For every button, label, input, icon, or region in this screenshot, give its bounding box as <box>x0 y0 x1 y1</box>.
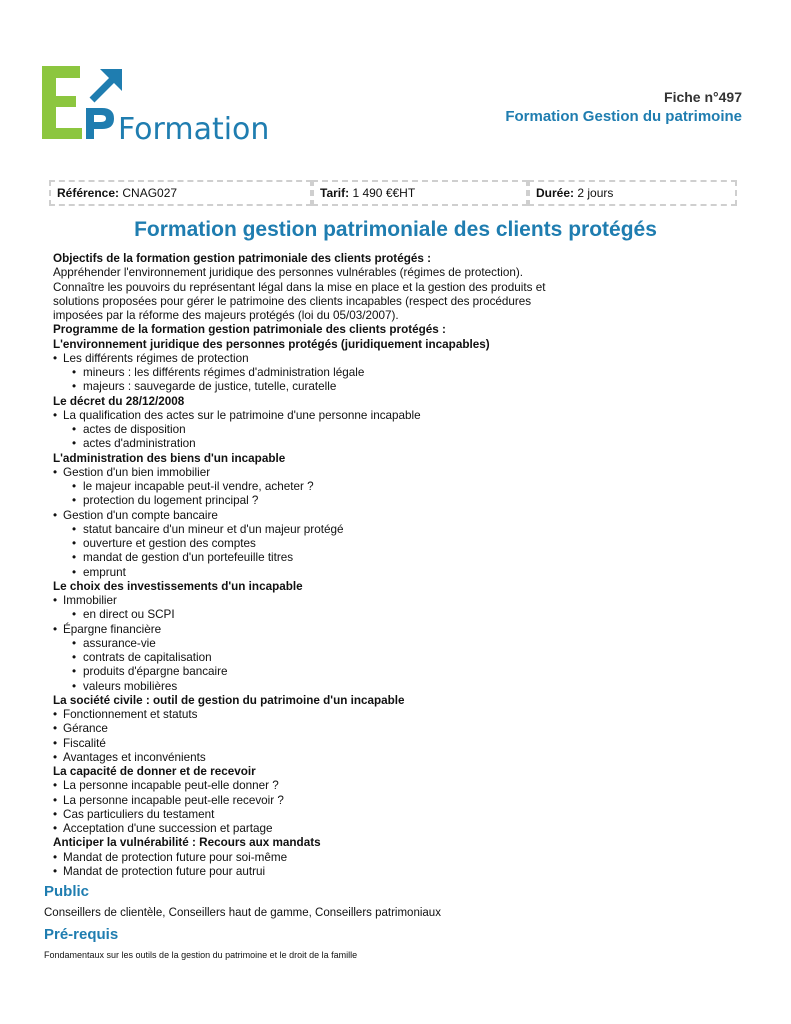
list-item: • produits d'épargne bancaire <box>63 665 573 679</box>
list-item: • assurance-vie <box>63 637 573 651</box>
list-item: • Immobilier • en direct ou SCPI <box>53 594 573 623</box>
tarif-value: 1 490 €€HT <box>352 186 416 200</box>
list-item: • ouverture et gestion des comptes <box>63 537 573 551</box>
ep-formation-logo <box>42 66 287 142</box>
section-title: L'environnement juridique des personnes protégés (juridiquement incapables) <box>53 337 490 351</box>
list-item: • actes de disposition <box>63 423 573 437</box>
section-title: Le décret du 28/12/2008 <box>53 394 185 408</box>
duree-cell <box>528 180 737 206</box>
list-item: • Gestion d'un bien immobilier • le majeur incapable peut-il vendre, acheter ? • protection du logement principal ? <box>53 466 573 509</box>
reference-label: Référence: <box>57 186 120 200</box>
section-title: Le choix des investissements d'un incapable <box>53 579 303 593</box>
objectifs-line: Appréhender l'environnement juridique des personnes vulnérables (régimes de protection). <box>53 266 524 280</box>
list-item: • Fiscalité <box>53 737 573 751</box>
list-item: • Les différents régimes de protection • mineurs : les différents régimes d'administration légale • majeurs : sauvegarde de justice, tutelle, curatelle <box>53 352 573 395</box>
public-title: Public <box>44 883 90 900</box>
section-title: La capacité de donner et de recevoir <box>53 765 256 778</box>
duree-value: 2 jours <box>577 186 614 200</box>
list-item: • Gestion d'un compte bancaire • statut bancaire d'un mineur et d'un majeur protégé • ouverture et gestion des comptes • mandat de gestion d'un portefeuille titres • emprunt <box>53 509 573 580</box>
list-item: • le majeur incapable peut-il vendre, acheter ? <box>63 480 573 494</box>
list-item: • valeurs mobilières <box>63 680 573 694</box>
list-item: • Acceptation d'une succession et partage <box>53 822 573 836</box>
logo-graphic <box>42 66 287 142</box>
bullet-list <box>53 352 573 395</box>
list-item: • Épargne financière • assurance-vie • contrats de capitalisation • produits d'épargne bancaire • valeurs mobilières <box>53 623 573 694</box>
list-item: • actes d'administration <box>63 437 573 451</box>
info-bar <box>49 180 737 206</box>
page-title: Formation gestion patrimoniale des clients protégés <box>134 218 657 241</box>
section-title: Anticiper la vulnérabilité : Recours aux mandats <box>53 836 321 850</box>
bullet-list <box>53 594 573 694</box>
prerequis-text: Fondamentaux sur les outils de la gestion du patrimoine et le droit de la famille <box>44 950 358 960</box>
list-item: • Gérance <box>53 722 573 736</box>
list-item: • La personne incapable peut-elle recevoir ? <box>53 794 573 808</box>
bullet-list <box>53 409 573 452</box>
list-item: • emprunt <box>63 566 573 580</box>
list-item: • statut bancaire d'un mineur et d'un majeur protégé <box>63 523 573 537</box>
programme-heading: Programme de la formation gestion patrimoniale des clients protégés : <box>53 323 446 337</box>
fiche-number: Fiche n°497 <box>664 89 742 105</box>
list-item: • Mandat de protection future pour autrui <box>53 865 573 879</box>
objectifs-heading: Objectifs de la formation gestion patrimoniale des clients protégés : <box>53 252 431 265</box>
list-item: • mandat de gestion d'un portefeuille titres <box>63 551 573 565</box>
bullet-list <box>53 708 573 765</box>
list-item: • protection du logement principal ? <box>63 494 573 508</box>
list-item: • Cas particuliers du testament <box>53 808 573 822</box>
objectifs-line: Connaître les pouvoirs du représentant légal dans la mise en place et la gestion des produits et solutions proposées pour gérer le patrimoine des clients incapables (respect des procédures imposées par la réforme des majeurs protégés (loi du 05/03/2007). <box>53 280 546 322</box>
bullet-list <box>53 466 573 580</box>
section-title: La société civile : outil de gestion du patrimoine d'un incapable <box>53 693 405 707</box>
tarif-cell <box>312 180 528 206</box>
reference-value: CNAG027 <box>122 186 178 200</box>
bullet-list <box>53 851 573 880</box>
fiche-title: Formation Gestion du patrimoine <box>505 108 742 125</box>
reference-cell <box>49 180 312 206</box>
list-item: • en direct ou SCPI <box>63 608 573 622</box>
logo-wordmark: Formation <box>118 112 270 142</box>
list-item: • mineurs : les différents régimes d'administration légale <box>63 366 573 380</box>
course-content <box>53 252 573 879</box>
bullet-list <box>53 779 573 836</box>
list-item: • Avantages et inconvénients <box>53 751 573 765</box>
list-item: • Fonctionnement et statuts <box>53 708 573 722</box>
fiche-header <box>505 89 742 125</box>
duree-label: Durée: <box>536 186 575 200</box>
public-text: Conseillers de clientèle, Conseillers haut de gamme, Conseillers patrimoniaux <box>44 907 441 919</box>
tarif-label: Tarif: <box>320 186 350 200</box>
list-item: • contrats de capitalisation <box>63 651 573 665</box>
list-item: • La qualification des actes sur le patrimoine d'une personne incapable • actes de disposition • actes d'administration <box>53 409 573 452</box>
section-title: L'administration des biens d'un incapable <box>53 451 286 465</box>
list-item: • La personne incapable peut-elle donner ? <box>53 779 573 793</box>
prerequis-title: Pré-requis <box>44 926 119 943</box>
list-item: • majeurs : sauvegarde de justice, tutelle, curatelle <box>63 380 573 394</box>
list-item: • Mandat de protection future pour soi-même <box>53 851 573 865</box>
